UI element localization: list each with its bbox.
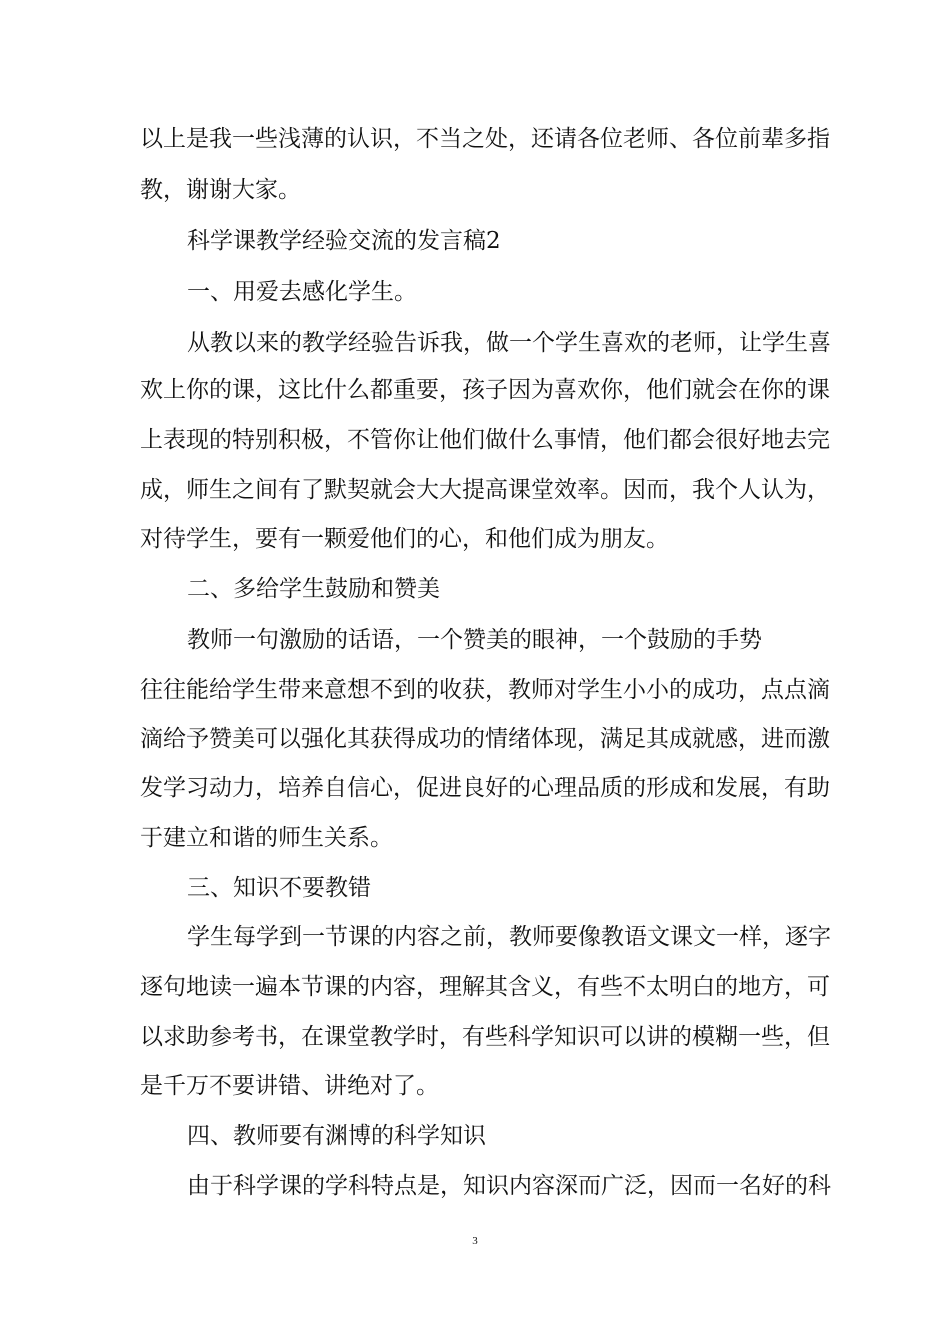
text-line: 滴给予赞美可以强化其获得成功的情绪体现，满足其成就感，进而激 <box>140 726 830 752</box>
text-line: 以上是我一些浅薄的认识，不当之处，还请各位老师、各位前辈多指 <box>140 126 830 152</box>
heading-4: 四、教师要有渊博的科学知识 <box>187 1123 486 1149</box>
text-line: 教师一句激励的话语，一个赞美的眼神，一个鼓励的手势 <box>187 627 762 653</box>
heading-2: 二、多给学生鼓励和赞美 <box>187 576 440 602</box>
text-line: 欢上你的课，这比什么都重要，孩子因为喜欢你，他们就会在你的课 <box>140 377 830 403</box>
text-line: 往往能给学生带来意想不到的收获，教师对学生小小的成功，点点滴 <box>140 677 830 703</box>
text-line: 是千万不要讲错、讲绝对了。 <box>140 1073 439 1099</box>
page-number: 3 <box>472 1235 478 1247</box>
heading-1: 一、用爱去感化学生。 <box>187 279 417 305</box>
text-line: 以求助参考书，在课堂教学时，有些科学知识可以讲的模糊一些，但 <box>140 1024 830 1050</box>
text-line: 对待学生，要有一颗爱他们的心，和他们成为朋友。 <box>140 526 669 552</box>
section-title: 科学课教学经验交流的发言稿2 <box>187 228 501 254</box>
text-line: 发学习动力，培养自信心，促进良好的心理品质的形成和发展，有助 <box>140 775 830 801</box>
text-line: 由于科学课的学科特点是，知识内容深而广泛，因而一名好的科 <box>187 1173 831 1199</box>
text-line: 逐句地读一遍本节课的内容，理解其含义，有些不太明白的地方，可 <box>140 974 830 1000</box>
text-line: 于建立和谐的师生关系。 <box>140 825 393 851</box>
heading-3: 三、知识不要教错 <box>187 875 371 901</box>
text-line: 从教以来的教学经验告诉我，做一个学生喜欢的老师，让学生喜 <box>187 330 831 356</box>
text-line: 教，谢谢大家。 <box>140 177 301 203</box>
text-line: 学生每学到一节课的内容之前，教师要像教语文课文一样，逐字 <box>187 924 831 950</box>
text-line: 成，师生之间有了默契就会大大提高课堂效率。因而，我个人认为， <box>140 477 830 503</box>
text-line: 上表现的特别积极，不管你让他们做什么事情，他们都会很好地去完 <box>140 427 830 453</box>
